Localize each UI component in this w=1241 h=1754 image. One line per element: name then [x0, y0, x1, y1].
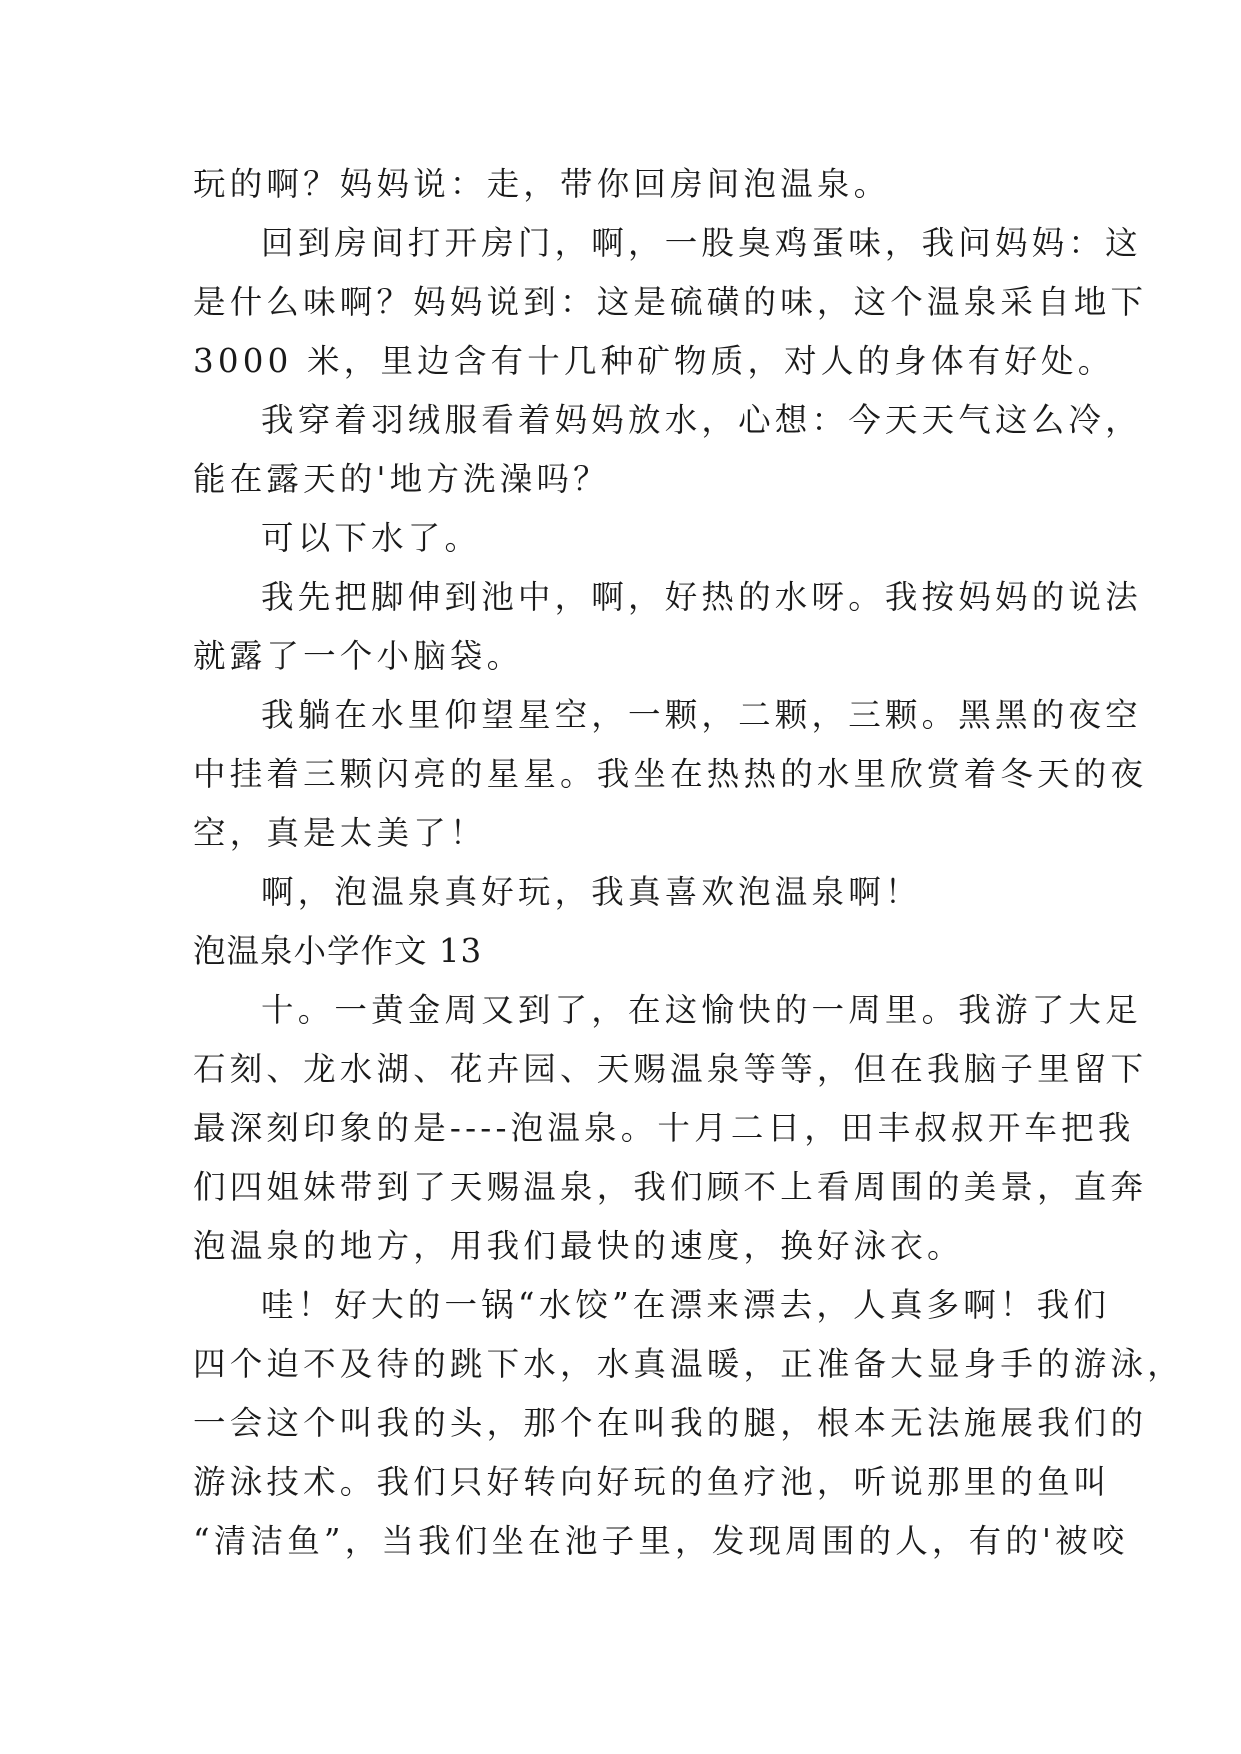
paragraph-start-line: 可以下水了。 [261, 519, 482, 557]
paragraph-start-line: 我穿着羽绒服看着妈妈放水，心想：今天天气这么冷， [261, 401, 1142, 439]
text-line: 们四姐妹带到了天赐温泉，我们顾不上看周围的美景，直奔 [193, 1168, 1148, 1206]
text-line: 石刻、龙水湖、花卉园、天赐温泉等等，但在我脑子里留下 [193, 1050, 1148, 1088]
text-line: 是什么味啊？妈妈说到：这是硫磺的味，这个温泉采自地下 [193, 283, 1148, 321]
text-line: 玩的啊？妈妈说：走，带你回房间泡温泉。 [193, 165, 891, 203]
paragraph-start-line: 啊，泡温泉真好玩，我真喜欢泡温泉啊！ [261, 873, 922, 911]
text-line: 3000 米，里边含有十几种矿物质，对人的身体有好处。 [193, 342, 1115, 380]
text-line: 最深刻印象的是----泡温泉。十月二日，田丰叔叔开车把我 [193, 1109, 1135, 1147]
paragraph-start-line: 回到房间打开房门，啊，一股臭鸡蛋味，我问妈妈：这 [261, 224, 1142, 262]
section-title: 泡温泉小学作文 13 [193, 932, 483, 970]
paragraph-start-line: 我躺在水里仰望星空，一颗，二颗，三颗。黑黑的夜空 [261, 696, 1142, 734]
text-line: 能在露天的'地方洗澡吗？ [193, 460, 610, 498]
text-line: 中挂着三颗闪亮的星星。我坐在热热的水里欣赏着冬天的夜 [193, 755, 1148, 793]
paragraph-start-line: 我先把脚伸到池中，啊，好热的水呀。我按妈妈的说法 [261, 578, 1142, 616]
text-line: 一会这个叫我的头，那个在叫我的腿，根本无法施展我们的 [193, 1404, 1148, 1442]
text-line: 四个迫不及待的跳下水，水真温暖，正准备大显身手的游泳， [193, 1345, 1184, 1383]
paragraph-start-line: 十。一黄金周又到了，在这愉快的一周里。我游了大足 [261, 991, 1142, 1029]
document-body [193, 155, 1184, 1571]
text-line: 游泳技术。我们只好转向好玩的鱼疗池，听说那里的鱼叫 [193, 1463, 1111, 1501]
text-line: 泡温泉的地方，用我们最快的速度，换好泳衣。 [193, 1227, 964, 1265]
text-line: 空，真是太美了！ [193, 814, 487, 852]
paragraph-start-line: 哇！好大的一锅“水饺”在漂来漂去，人真多啊！我们 [261, 1286, 1111, 1324]
text-line: 就露了一个小脑袋。 [193, 637, 524, 675]
text-line: “清洁鱼”，当我们坐在池子里，发现周围的人，有的'被咬 [193, 1522, 1129, 1560]
